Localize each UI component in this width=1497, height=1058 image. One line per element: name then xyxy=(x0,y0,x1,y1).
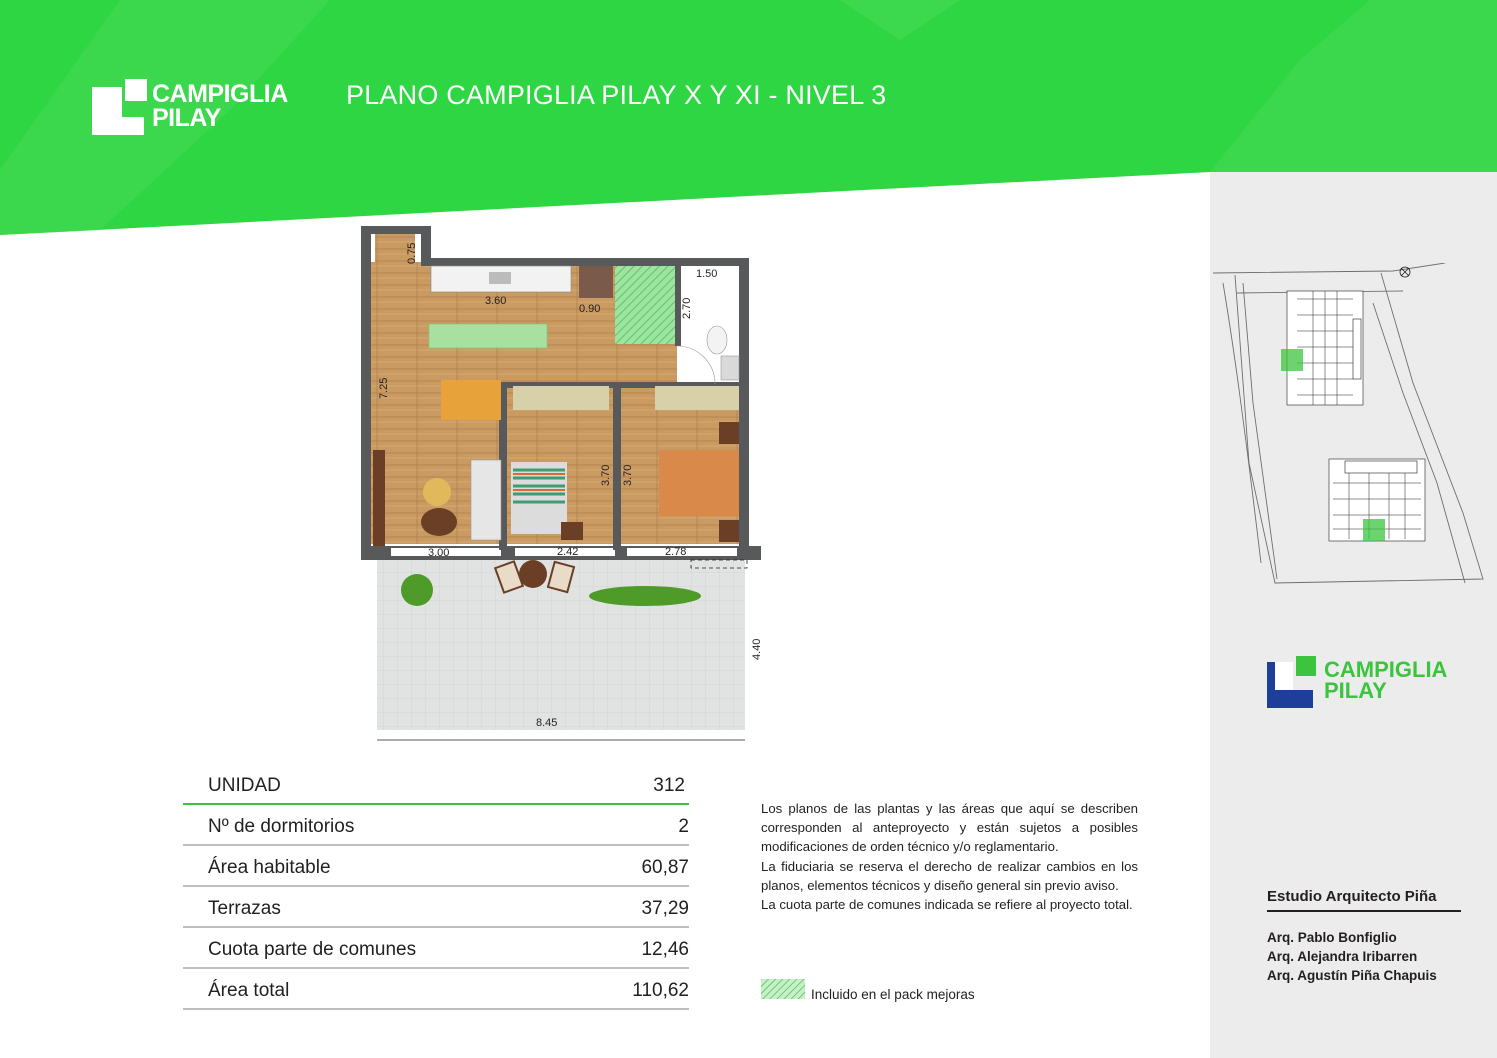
logo-wordmark xyxy=(1324,659,1447,701)
dimension-270: 2.70 xyxy=(681,297,693,319)
dimension-370-bedroom-1: 3.70 xyxy=(600,464,612,486)
site-plan-drawing xyxy=(1213,263,1497,588)
dimension-150: 1.50 xyxy=(696,268,718,280)
row-value: 2 xyxy=(678,816,689,837)
table-row xyxy=(183,887,689,928)
note-paragraph: Los planos de las plantas y las áreas que aquí se describen corresponden al anteproyecto y están sujetos a posibles modificaciones de orden técnico y/o reglamentario. xyxy=(761,801,1138,855)
table-row xyxy=(183,969,689,1010)
row-value: 60,87 xyxy=(641,857,689,878)
logo-wordmark xyxy=(152,82,288,130)
row-value: 110,62 xyxy=(632,980,689,1001)
row-value: 312 xyxy=(653,775,685,796)
row-label: Cuota parte de comunes xyxy=(208,939,417,960)
row-label: Área total xyxy=(208,980,290,1001)
table-row xyxy=(183,928,689,969)
disclaimer-notes xyxy=(761,799,1138,914)
dimension-090: 0.90 xyxy=(579,303,601,315)
logo-mark-icon xyxy=(1267,656,1317,708)
logo-line-2: PILAY xyxy=(1324,678,1387,703)
site-location-plan xyxy=(1213,263,1497,588)
dimension-360: 3.60 xyxy=(485,295,507,307)
row-value: 12,46 xyxy=(641,939,689,960)
table-row xyxy=(183,763,689,805)
note-paragraph: La fiduciaria se reserva el derecho de realizar cambios en los planos, elementos técnicos y diseño general sin previo aviso. xyxy=(761,858,1138,893)
dimension-075: 0.75 xyxy=(406,242,418,264)
row-label: Nº de dormitorios xyxy=(208,816,355,837)
floor-plan xyxy=(355,222,765,742)
hatch-swatch-icon xyxy=(761,979,805,999)
table-row xyxy=(183,846,689,887)
legend-label: Incluido en el pack mejoras xyxy=(811,987,975,1002)
page-title: PLANO CAMPIGLIA PILAY X Y XI - NIVEL 3 xyxy=(346,80,887,110)
row-label: Terrazas xyxy=(208,898,281,919)
dimension-300: 3.00 xyxy=(428,547,450,559)
logo-line-1: CAMPIGLIA xyxy=(152,80,288,108)
architect-name: Arq. Pablo Bonfiglio xyxy=(1267,930,1397,945)
dimension-440: 4.40 xyxy=(751,638,763,660)
dimension-725: 7.25 xyxy=(378,377,390,399)
campiglia-pilay-logo-secondary xyxy=(1267,656,1477,710)
dimension-278: 2.78 xyxy=(665,546,687,558)
floor-plan-drawing xyxy=(355,222,765,742)
dimension-370-bedroom-2: 3.70 xyxy=(622,464,634,486)
dimension-845: 8.45 xyxy=(536,717,558,729)
logo-line-2: PILAY xyxy=(152,104,221,132)
row-value: 37,29 xyxy=(641,898,689,919)
row-label: Área habitable xyxy=(208,857,331,878)
architect-name: Arq. Agustín Piña Chapuis xyxy=(1267,968,1437,983)
note-paragraph: La cuota parte de comunes indicada se refiere al proyecto total. xyxy=(761,897,1133,913)
architect-name: Arq. Alejandra Iribarren xyxy=(1267,949,1418,964)
architects-list xyxy=(1267,928,1437,985)
table-row xyxy=(183,805,689,846)
studio-name: Estudio Arquitecto Piña xyxy=(1267,888,1461,912)
dimension-242: 2.42 xyxy=(557,546,579,558)
row-label: UNIDAD xyxy=(208,775,281,796)
campiglia-pilay-logo xyxy=(92,79,312,139)
logo-mark-icon xyxy=(92,79,148,135)
logo-line-1: CAMPIGLIA xyxy=(1324,657,1448,682)
unit-data-table xyxy=(183,763,689,1010)
